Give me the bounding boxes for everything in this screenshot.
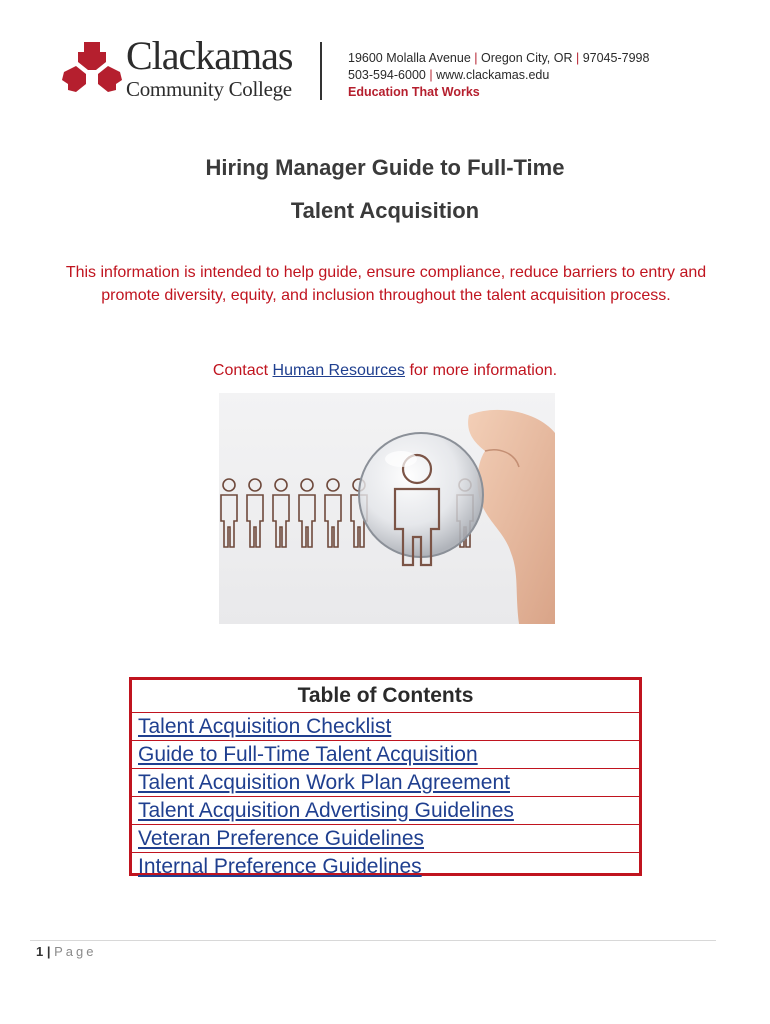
street-address: 19600 Molalla Avenue — [348, 51, 471, 65]
toc-row — [132, 741, 639, 769]
college-name: Clackamas — [126, 33, 293, 78]
address-block: 19600 Molalla Avenue | Oregon City, OR | 97045-7998 503-594-6000 | www.clackamas.edu Education That Works — [348, 51, 650, 99]
city-state: Oregon City, OR — [481, 51, 573, 65]
page-footer: 1 | Page — [36, 944, 97, 959]
website-link[interactable]: www.clackamas.edu — [436, 68, 550, 82]
contact-line: Contact Human Resources for more information. — [212, 362, 558, 379]
toc-link-advertising[interactable]: Talent Acquisition Advertising Guidelines — [138, 799, 514, 822]
page-title-line-2: Talent Acquisition — [290, 198, 480, 223]
toc-row — [132, 769, 639, 797]
toc-link-work-plan[interactable]: Talent Acquisition Work Plan Agreement — [138, 771, 510, 794]
toc-row — [132, 713, 639, 741]
tagline: Education That Works — [348, 85, 480, 99]
page-word: Page — [54, 944, 97, 959]
intro-paragraph: This information is intended to help guide, ensure compliance, reduce barriers to entry and promote diversity, equity, and inclusion throughout the talent acquisition process. — [65, 264, 707, 304]
human-resources-link[interactable]: Human Resources — [272, 362, 406, 379]
toc-link-veteran[interactable]: Veteran Preference Guidelines — [138, 827, 425, 850]
phone-number: 503-594-6000 — [348, 68, 426, 82]
header-divider — [320, 42, 322, 100]
table-of-contents — [129, 677, 642, 876]
toc-heading: Table of Contents — [132, 680, 639, 713]
footer-divider — [30, 940, 716, 941]
toc-row — [132, 797, 639, 825]
college-subtitle: Community College — [126, 77, 292, 101]
toc-row — [132, 853, 639, 880]
college-logo-icon — [62, 40, 122, 104]
page-title-line-1: Hiring Manager Guide to Full-Time — [205, 155, 565, 180]
toc-link-internal[interactable]: Internal Preference Guidelines — [138, 855, 422, 878]
hiring-illustration — [219, 393, 555, 624]
toc-link-guide[interactable]: Guide to Full-Time Talent Acquisition — [138, 743, 478, 766]
people-magnifier-icon — [219, 393, 555, 624]
toc-row — [132, 825, 639, 853]
page-number: 1 — [36, 944, 44, 959]
zip-code: 97045-7998 — [582, 51, 650, 65]
toc-link-checklist[interactable]: Talent Acquisition Checklist — [138, 715, 392, 738]
